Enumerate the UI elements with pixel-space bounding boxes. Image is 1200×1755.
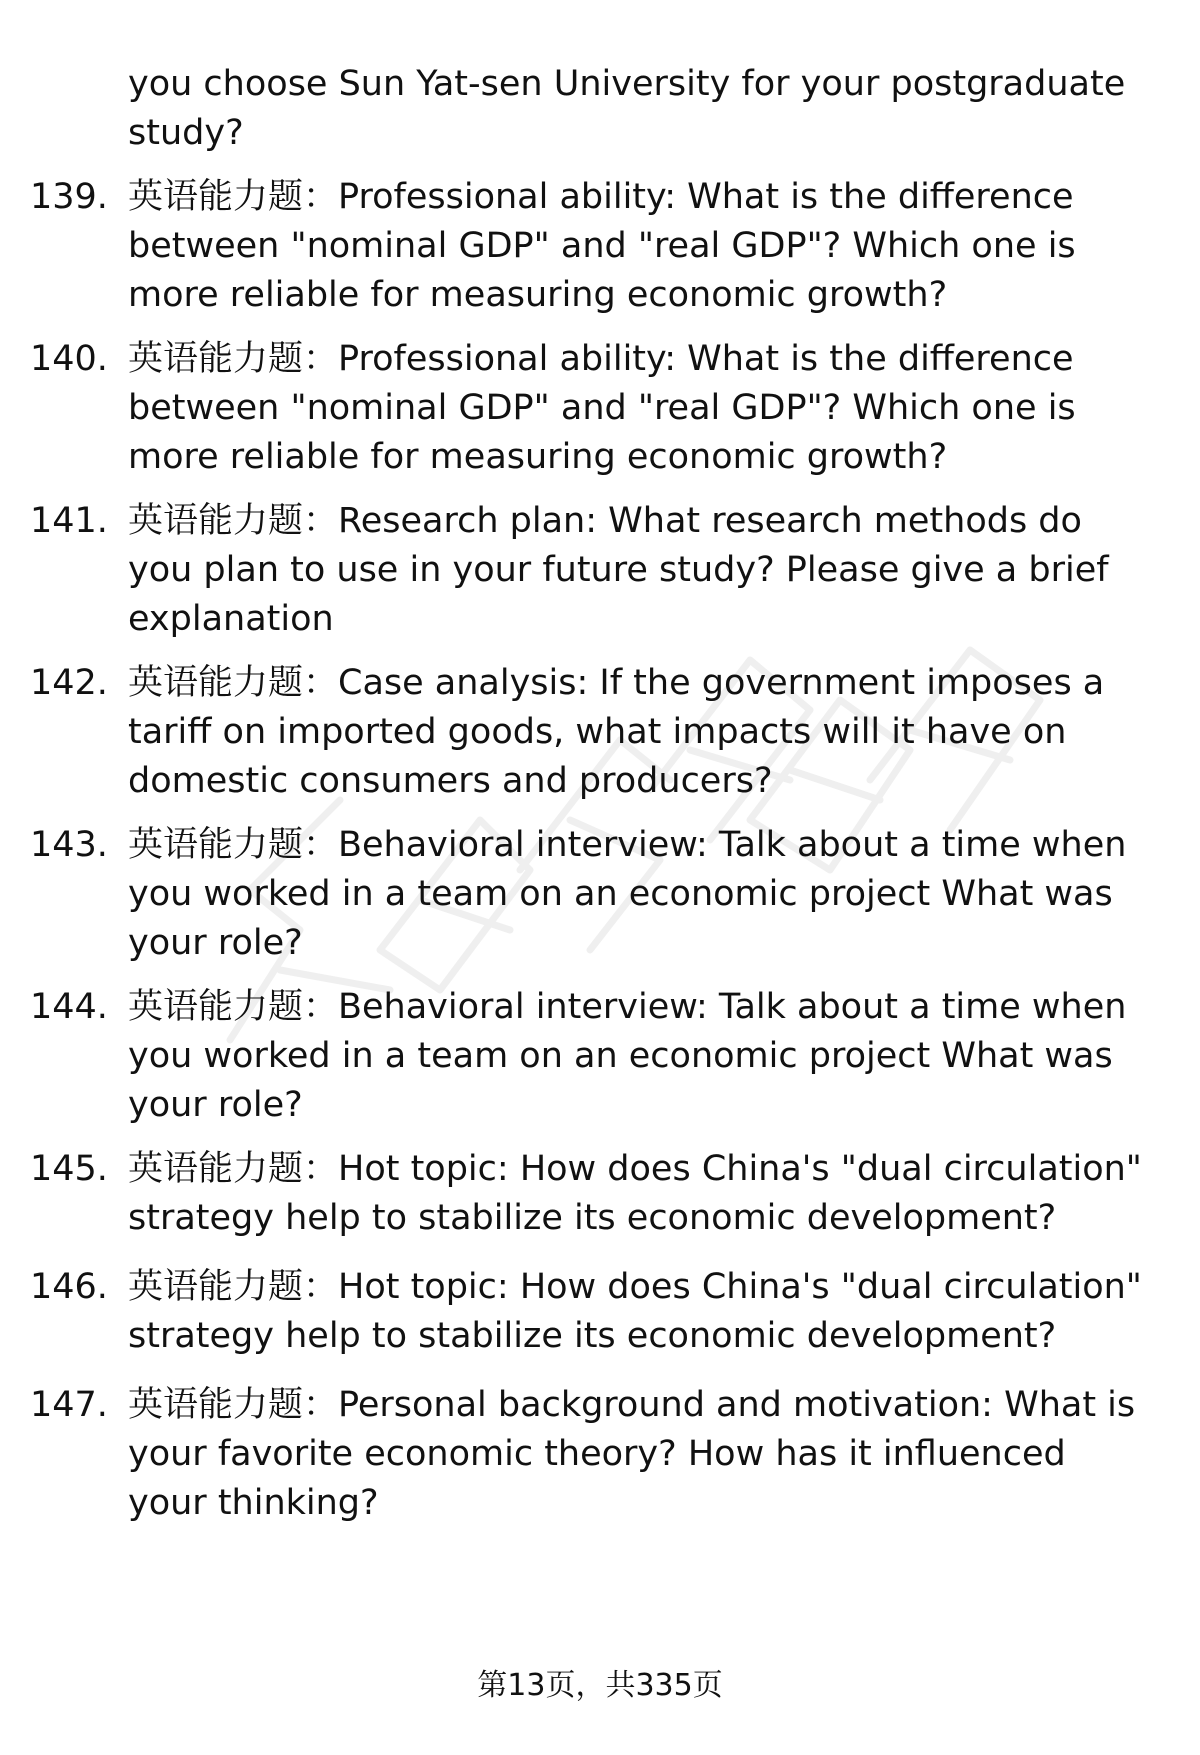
question-number: 145. [30,1149,108,1189]
question-text: 英语能力题：Behavioral interview: Talk about a time when you worked in a team on an economic project What was your role? [128,987,1127,1125]
question-number: 143. [30,825,108,865]
question-number: 144. [30,987,108,1027]
question-text: 英语能力题：Professional ability: What is the difference between "nominal GDP" and "real GDP"? Which one is more reliable for measuring economic growth? [128,339,1076,477]
page-footer: 第13页，共335页 [477,1668,723,1703]
question-number: 147. [30,1385,108,1425]
question-number: 139. [30,177,108,217]
question-text: 英语能力题：Professional ability: What is the difference between "nominal GDP" and "real GDP"? Which one is more reliable for measuring economic growth? [128,177,1076,315]
question-text: 英语能力题：Hot topic: How does China's "dual circulation" strategy help to stabilize its economic development? [128,1267,1142,1356]
question-text: 英语能力题：Personal background and motivation: What is your favorite economic theory? How has it influenced your thinking? [128,1385,1136,1523]
question-text: 英语能力题：Research plan: What research methods do you plan to use in your future study? Please give a brief explanation [128,501,1109,639]
continued-question-text: you choose Sun Yat-sen University for your postgraduate study? [128,64,1126,153]
question-text: 英语能力题：Case analysis: If the government imposes a tariff on imported goods, what impacts will it have on domestic consumers and producers? [128,663,1105,801]
question-number: 146. [30,1267,108,1307]
question-number: 142. [30,663,108,703]
question-text: 英语能力题：Hot topic: How does China's "dual circulation" strategy help to stabilize its economic development? [128,1149,1142,1238]
question-text: 英语能力题：Behavioral interview: Talk about a time when you worked in a team on an economic project What was your role? [128,825,1127,963]
question-number: 141. [30,501,108,541]
question-number: 140. [30,339,108,379]
